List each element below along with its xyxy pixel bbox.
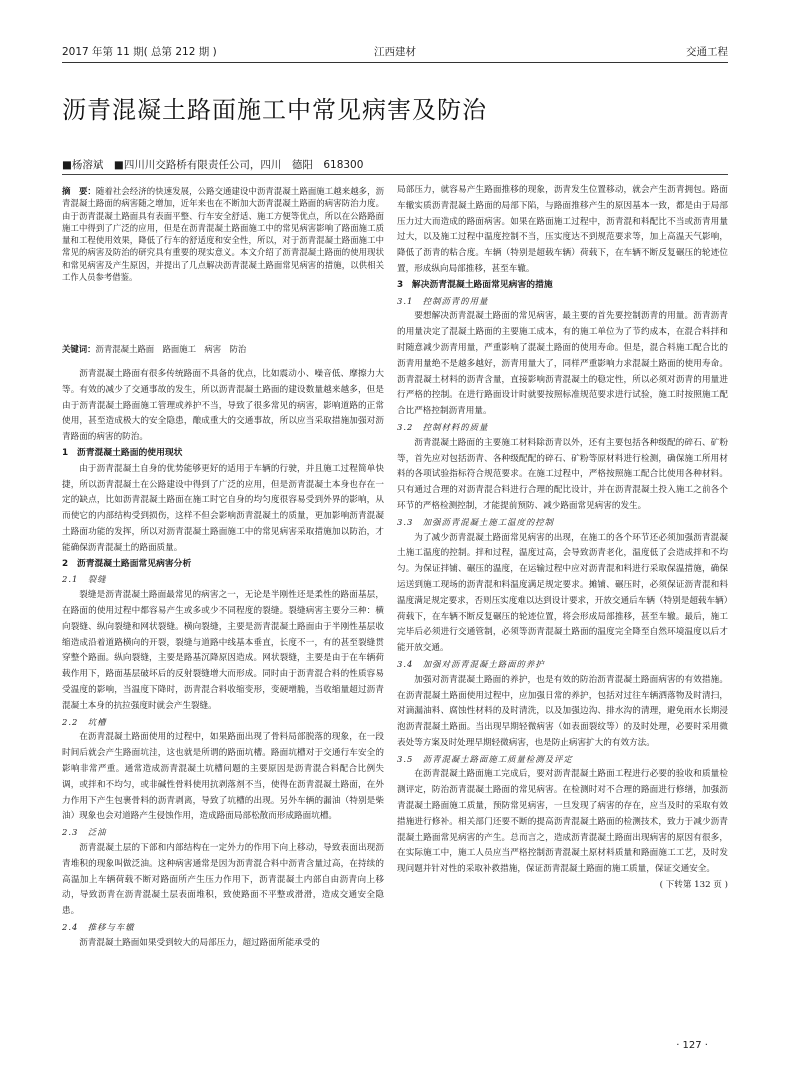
subsection-heading: 2.1 裂缝 [62, 574, 107, 585]
right-column [397, 183, 728, 894]
subsection-heading: 3.4 加强对沥青混凝土路面的养护 [397, 658, 545, 669]
subsection-heading: 3.2 控制材料的质量 [397, 421, 489, 432]
paragraph: 局部压力，就容易产生路面推移的现象，沥青发生位置移动，就会产生沥青拥包。路面车辙实质沥青混凝土路面的局部下陷，与路面推移产生的原因基本一致，都是由于局部压力过大而造成的路面病害。如果在路面施工过程中，沥青混和料配比不当或沥青用量过大，以及施工过程中温度控制不当，压实度达不到规范要求等，加上高温天气影响，降低了沥青的粘合度。车辆（特别是超载车辆）荷载下，在车辆不断反复碾压的轮迹位置，形成纵向局部推移，甚至车辙。 [397, 185, 728, 274]
subsection-heading: 3.1 控制沥青的用量 [397, 295, 489, 306]
subsection-heading: 2.3 泛油 [62, 827, 107, 838]
subsection-heading: 2.4 推移与车辙 [62, 921, 135, 932]
abstract-text: 随着社会经济的快速发展，公路交通建设中沥青混凝土路面施工越来越多，沥青混凝土路面的病害随之增加，近年来也在不断加大沥青混凝土路面的病害防治力度。由于沥青混凝土路面具有表面平整、行车安全舒适、施工方便等优点，所以在公路路面施工中得到了广泛的应用，但是在沥青混凝土路面施工中的常见病害影响了路面施工质量和工程使用效果，降低了行车的舒适度和安全性，所以，对于沥青混凝土路面施工中常见的病害及防治的研究具有重要的现实意义。本文介绍了沥青混凝土路面的使用现状和常见病害及产生原因，并提出了几点解决沥青混凝土路面常见病害的措施，以供相关工作人员参考借鉴。 [62, 186, 384, 283]
abstract [62, 185, 384, 283]
paragraph: 要想解决沥青混凝土路面的常见病害，最主要的首先要控制沥青的用量。沥青沥青的用量决定了混凝土路面的主要施工成本，有的施工单位为了节约成本，在混合料拌和时随意减少沥青用量，严重影响了混凝土路面的使用寿命。但是，混合料施工配合比的沥青用量绝不是越多越好，沥青用量大了，同样严重影响力求混凝土路面的使用寿命。沥青混凝土材料的沥青含量，直接影响沥青混凝土的稳定性，所以必须对沥青的用量进行严格的控制。在进行路面设计时就要按照标准规范要求进行试验，施工时按照施工配合比严格控制沥青用量。 [397, 311, 728, 417]
keywords-label: 关键词： [62, 344, 96, 354]
paragraph: 沥青混凝土路面的主要施工材料除沥青以外，还有主要包括各种级配的碎石、矿粉等，首先应对包括沥青、各种级配配的碎石、矿粉等原材料进行检测，确保施工所用材料的各项试验指标符合规范要求。在施工过程中，严格按照施工配合比使用各种材料。只有通过合理的对沥青混合料进行合理的配比设计，并在沥青混凝土投入施工之前各个环节的严格检测控制，才能提前预防、减少路面常见病害的发生。 [397, 437, 728, 511]
article-title: 沥青混凝土路面施工中常见病害及防治 [62, 96, 487, 124]
author-line: ■杨溶斌 ■四川川交路桥有限责任公司，四川 德阳 618300 [62, 159, 364, 171]
left-column [62, 367, 384, 951]
abstract-label: 摘 要： [62, 186, 96, 196]
header-journal: 江西建材 [374, 46, 416, 58]
paragraph: 沥青混凝土层的下部和内部结构在一定外力的作用下向上移动，导致表面出现沥青堆积的现象叫做泛油。这种病害通常是因为沥青混合料中沥青含量过高，在持续的高温加上车辆荷载不断对路面所产生压力作用下，沥青混凝土内部自由沥青向上移动，导致沥青在沥青混凝土层表面堆积，致使路面不平整或滑滑，造成交通安全隐患。 [62, 842, 384, 917]
paragraph: 由于沥青混凝土自身的优势能够更好的适用于车辆的行驶，并且施工过程简单快捷，所以沥青混凝土在公路建设中得到了广泛的应用，但是沥青混凝土本身也存在一定的缺点，比如沥青混凝土路面在施工时它自身的均匀度很容易受到外界的影响，从而使它的内部结构受到损伤，这样不但会影响沥青混凝土的质量，更加影响沥青混凝土路面功能的发挥，所以对沥青混凝土路面施工中的常见病害采取措施加以防治，才能确保沥青混凝土的路面质量。 [62, 463, 384, 553]
subsection-heading: 3.3 加强沥青混凝土施工温度的控制 [397, 516, 554, 527]
header-issue: 2017 年第 11 期( 总第 212 期 ) [62, 46, 217, 58]
paragraph: 在沥青混凝土路面使用的过程中，如果路面出现了骨料局部脱落的现象，在一段时间后就会产生路面坑洼，这也就是所谓的路面坑槽。路面坑槽对于交通行车安全的影响非常严重。通常造成沥青混凝土坑槽问题的主要原因是沥青混合料配合比例失调，或拌和不均匀，或非碱性骨料使用抗剥落剂不当，使得在沥青混凝土路面，在外力作用下产生包裹骨料的沥青剥离，导致了坑槽的出现。另外车辆的漏油（特别是柴油）现象也会对道路产生侵蚀作用，造成路面局部松散而形成路面坑槽。 [62, 732, 384, 822]
continuation-note: ( 下转第 132 页 ) [659, 880, 728, 891]
subsection-heading: 2.2 坑槽 [62, 716, 107, 727]
section-heading: 2 沥青混凝土路面常见病害分析 [62, 558, 192, 569]
paragraph: 为了减少沥青混凝土路面常见病害的出现，在施工的各个环节还必须加强沥青混凝土施工温度的控制。拌和过程，温度过高，会导致沥青老化，温度低了会造成拌和不均匀。为保证拌铺、碾压的温度，在运输过程中应对沥青混和料进行采取保温措施，确保运送到施工现场的沥青混和料温度满足规定要求。摊铺、碾压时，必须保证沥青混和料温度满足规定要求，否则压实度难以达到设计要求，开放交通后车辆（特别是超载车辆）荷载下，在车辆不断反复碾压的轮迹位置，将会形成局部推移，甚至车辙。最后，施工完毕后必须进行交通管制，必须等沥青混凝土路面的温度完全降至自然环境温度以后才能开放交通。 [397, 532, 728, 654]
running-header [62, 44, 728, 62]
paragraph: 加强对沥青混凝土路面的养护，也是有效的防治沥青混凝土路面病害的有效措施。在沥青混凝土路面使用过程中，应加强日常的养护，包括对过往车辆洒落物及时清扫，对滴漏油料、腐蚀性材料的及时清洗，以及加强边沟、排水沟的清理，避免雨水长期浸泡沥青混凝土路面。当出现早期轻微病害（如表面裂纹等）的及时处理，必要时采用微表处等方案及时处理早期轻微病害，也是防止病害扩大的有效方法。 [397, 674, 728, 748]
paragraph: 在沥青混凝土路面施工完成后，要对沥青混凝土路面工程进行必要的验收和质量检测评定，防治沥青混凝土路面的常见病害。在检测时对不合理的路面进行修缮，加强沥青混凝土路面施工质量，预防常见病害，一旦发现了病害的存在，应当及时的采取有效措施进行修补。相关部门还要不断的提高沥青混凝土路面的检测技术，致力于减少沥青混凝土路面常见病害的产生。总而言之，造成沥青混凝土路面出现病害的原因有很多，在实际施工中，施工人员应当严格控制沥青混凝土原材料质量和路面施工工艺，及时发现问题并针对性的采取补救措施，保证沥青混凝土路面的施工质量，保证交通安全。 [397, 769, 728, 875]
keywords-text: 沥青混凝土路面 路面施工 病害 防治 [95, 344, 247, 354]
paragraph: 裂缝是沥青混凝土路面最常见的病害之一，无论是半刚性还是柔性的路面基层，在路面的使用过程中都容易产生或多或少不同程度的裂缝。裂缝病害主要分三种：横向裂缝、纵向裂缝和网状裂缝。横向裂缝，主要是沥青混凝土路面由于半刚性基层收缩造成沿着道路横向的开裂，裂缝与道路中线基本垂直，长度不一，有的甚至裂缝贯穿整个路面。纵向裂缝，主要是路基沉降原因造成。网状裂缝，主要是由于在车辆荷载作用下，路面基层破坏后的反射裂缝增大而形成。同时由于沥青混合料的性质容易受温度的影响，当温度下降时，沥青混合料收缩变形，变硬增脆，当收缩量超过沥青混凝土本身的抗拉强度时就会产生裂缝。 [62, 590, 384, 711]
paragraph: 沥青混凝土路面有很多传统路面不具备的优点，比如震动小、噪音低、摩擦力大等。有效的减少了交通事故的发生，所以沥青混凝土路面的建设数量越来越多，但是由于沥青混凝土路面施工管理或养护不当，导致了很多常见的病害，影响道路的正常使用，甚至造成极大的安全隐患，酿成重大的交通事故，所以应当采取措施加强对沥青路面的病害的防治。 [62, 369, 384, 443]
header-section: 交通工程 [686, 46, 728, 58]
paragraph: 沥青混凝土路面如果受到较大的局部压力，超过路面所能承受的 [79, 937, 320, 948]
section-heading: 1 沥青混凝土路面的使用现状 [62, 447, 183, 458]
subsection-heading: 3.5 沥青混凝土路面施工质量检测及评定 [397, 753, 573, 764]
keywords [62, 343, 384, 355]
header-rule [62, 62, 728, 63]
page-number: · 127 · [676, 1040, 708, 1051]
section-heading: 3 解决沥青混凝土路面常见病害的措施 [397, 279, 553, 290]
author-rule [62, 174, 728, 175]
